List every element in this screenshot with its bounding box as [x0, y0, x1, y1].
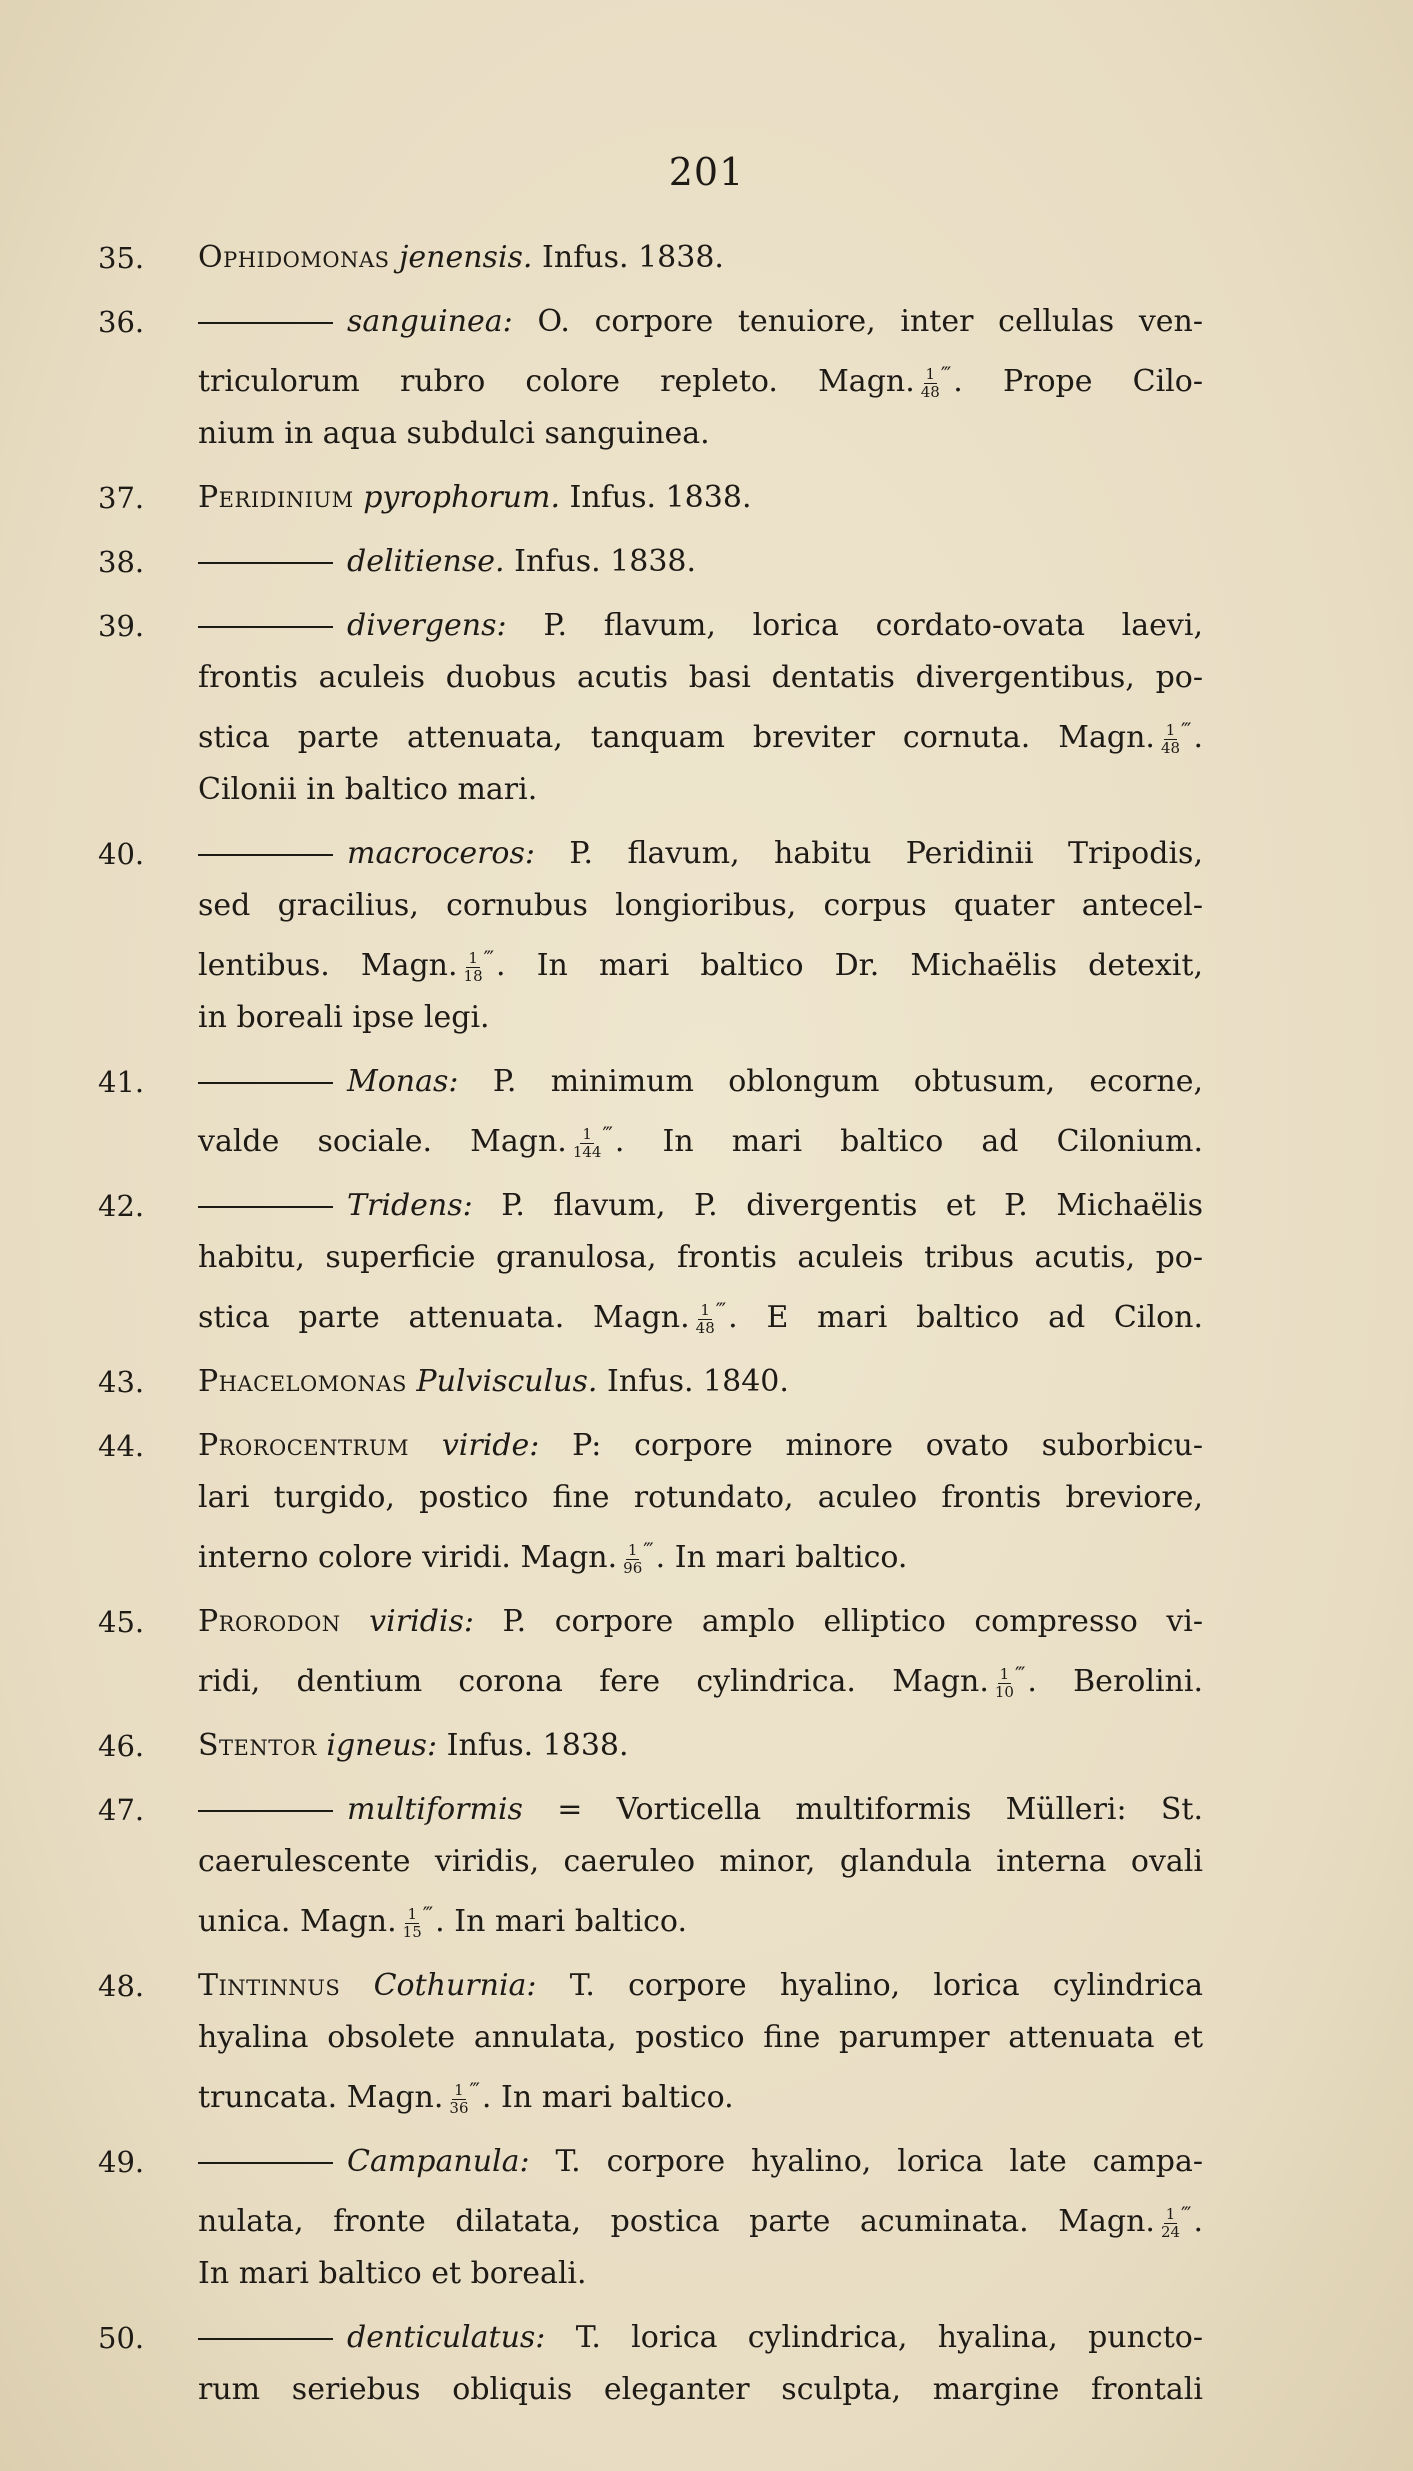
entry-line	[198, 232, 1203, 284]
entry-line: caerulescente viridis, caeruleo minor, glandula interna ovali	[198, 1844, 1203, 1879]
entry-line	[198, 1596, 1203, 1648]
entry-number: 36.	[98, 305, 145, 339]
entry-line: ridi, dentium corona fere cylindrica. Magn. $\frac{1}{10}$ ‴. Berolini.	[198, 1662, 1203, 1701]
species-name: viridis:	[369, 1604, 474, 1639]
entry-line: truncata. Magn. $\frac{1}{36}$ ‴. In mari baltico.	[198, 2078, 734, 2117]
entry-line: valde sociale. Magn. $\frac{1}{144}$ ‴. In mari baltico ad Cilonium.	[198, 1122, 1203, 1161]
entry-line	[198, 1420, 1203, 1472]
species-name: sanguinea:	[347, 304, 513, 339]
species-name: pyrophorum.	[363, 480, 560, 515]
entry-number: 44.	[98, 1429, 145, 1463]
species-name: macroceros:	[347, 836, 535, 871]
entry-number: 35.	[98, 241, 145, 275]
entry-line: nium in aqua subdulci sanguinea.	[198, 416, 710, 451]
entry-text: triculorum rubro colore repleto. Magn.	[198, 364, 915, 399]
entry-text: T. corpore hyalino, lorica cylindrica	[569, 1968, 1203, 2003]
entry-number: 49.	[98, 2145, 145, 2179]
entry-50	[98, 2312, 1203, 2416]
entry-40	[98, 828, 1203, 1044]
ditto-dash	[198, 2338, 333, 2340]
magnification-fraction: $\frac{1}{24}$	[1160, 2204, 1181, 2241]
entry-39	[98, 600, 1203, 816]
genus-name: Ophidomonas	[198, 240, 390, 275]
entry-line: In mari baltico et boreali.	[198, 2256, 587, 2291]
species-name: Campanula:	[347, 2144, 530, 2179]
entry-text: O. corpore tenuiore, inter cellulas ven-	[537, 304, 1203, 339]
entry-number: 40.	[98, 837, 145, 871]
magnification-fraction: $\frac{1}{144}$	[572, 1124, 602, 1161]
entry-number: 39.	[98, 609, 145, 643]
entry-line: in boreali ipse legi.	[198, 1000, 490, 1035]
entry-text: = Vorticella multiformis Mülleri: St.	[557, 1792, 1203, 1827]
magnification-fraction: $\frac{1}{48}$	[920, 364, 940, 401]
magnification-fraction: $\frac{1}{96}$	[623, 1540, 643, 1577]
entry-text: In mari baltico.	[674, 1540, 908, 1575]
entry-number: 45.	[98, 1605, 145, 1639]
entry-line: frontis aculeis duobus acutis basi dentatis divergentibus, po-	[198, 660, 1203, 695]
magnification-fraction: $\frac{1}{48}$	[695, 1300, 715, 1337]
entry-48	[98, 1960, 1203, 2124]
entry-44	[98, 1420, 1203, 1584]
species-name: Cothurnia:	[373, 1968, 537, 2003]
species-name: viride:	[441, 1428, 540, 1463]
entry-text: In mari baltico Dr. Michaëlis detexit,	[536, 948, 1203, 983]
entry-text: In mari baltico.	[454, 1904, 687, 1939]
entry-line: unica. Magn. $\frac{1}{15}$ ‴. In mari baltico.	[198, 1902, 687, 1941]
entry-line: sed gracilius, cornubus longioribus, corpus quater antecel-	[198, 888, 1203, 923]
entry-list	[98, 232, 1203, 2428]
entry-line: rum seriebus obliquis eleganter sculpta, margine frontali	[198, 2372, 1203, 2407]
ditto-dash	[198, 1082, 333, 1084]
entry-line: nulata, fronte dilatata, postica parte acuminata. Magn. $\frac{1}{24}$ ‴.	[198, 2202, 1203, 2241]
entry-text: P. corpore amplo elliptico compresso vi-	[502, 1604, 1204, 1639]
entry-number: 37.	[98, 481, 145, 515]
entry-number: 38.	[98, 545, 145, 579]
species-name: denticulatus:	[347, 2320, 546, 2355]
entry-line: habitu, superficie granulosa, frontis aculeis tribus acutis, po-	[198, 1240, 1203, 1275]
entry-line	[198, 1180, 1203, 1232]
entry-text: Infus. 1838.	[514, 544, 697, 579]
entry-number: 46.	[98, 1729, 145, 1763]
entry-text: ridi, dentium corona fere cylindrica. Magn.	[198, 1664, 989, 1699]
entry-line	[198, 296, 1203, 348]
magnification-fraction: $\frac{1}{18}$	[463, 948, 483, 985]
ditto-dash	[198, 1206, 333, 1208]
entry-text: Infus. 1840.	[606, 1364, 789, 1399]
entry-text: Berolini.	[1073, 1664, 1203, 1699]
entry-text: In mari baltico ad Cilonium.	[662, 1124, 1203, 1159]
entry-number: 50.	[98, 2321, 145, 2355]
entry-text: P: corpore minore ovato suborbicu-	[572, 1428, 1203, 1463]
genus-name: Peridinium	[198, 480, 354, 515]
entry-line: interno colore viridi. Magn. $\frac{1}{96}$ ‴. In mari baltico.	[198, 1538, 908, 1577]
entry-text: T. corpore hyalino, lorica late campa-	[555, 2144, 1203, 2179]
entry-text: Infus. 1838.	[569, 480, 752, 515]
magnification-fraction: $\frac{1}{10}$	[994, 1664, 1014, 1701]
entry-line: hyalina obsolete annulata, postico fine parumper attenuata et	[198, 2020, 1203, 2055]
species-name: jenensis.	[399, 240, 533, 275]
entry-49	[98, 2136, 1203, 2300]
genus-name: Prorodon	[198, 1604, 341, 1639]
entry-text: unica. Magn.	[198, 1904, 397, 1939]
genus-name: Prorocentrum	[198, 1428, 410, 1463]
species-name: delitiense.	[347, 544, 505, 579]
entry-text: In mari baltico.	[501, 2080, 734, 2115]
entry-line: lentibus. Magn. $\frac{1}{18}$ ‴. In mari baltico Dr. Michaëlis detexit,	[198, 946, 1203, 985]
entry-number: 43.	[98, 1365, 145, 1399]
entry-text: P. flavum, lorica cordato-ovata laevi,	[543, 608, 1203, 643]
entry-37	[98, 472, 1203, 524]
entry-text: P. flavum, habitu Peridinii Tripodis,	[569, 836, 1203, 871]
entry-line: lari turgido, postico fine rotundato, aculeo frontis breviore,	[198, 1480, 1203, 1515]
species-name: divergens:	[347, 608, 507, 643]
entry-number: 41.	[98, 1065, 145, 1099]
species-name: Tridens:	[347, 1188, 473, 1223]
entry-line	[198, 536, 1203, 588]
magnification-fraction: $\frac{1}{48}$	[1160, 720, 1181, 757]
entry-line: stica parte attenuata, tanquam breviter cornuta. Magn. $\frac{1}{48}$ ‴.	[198, 718, 1203, 757]
entry-line	[198, 2312, 1203, 2364]
species-name: igneus:	[326, 1728, 438, 1763]
entry-text: Infus. 1838.	[542, 240, 724, 275]
entry-35	[98, 232, 1203, 284]
entry-line: stica parte attenuata. Magn. $\frac{1}{48}$ ‴. E mari baltico ad Cilon.	[198, 1298, 1203, 1337]
entry-line	[198, 472, 1203, 524]
entry-line	[198, 2136, 1203, 2188]
entry-line	[198, 1356, 1203, 1408]
entry-text: Infus. 1838.	[446, 1728, 629, 1763]
ditto-dash	[198, 626, 333, 628]
entry-text: T. lorica cylindrica, hyalina, puncto-	[575, 2320, 1203, 2355]
entry-text: P. flavum, P. divergentis et P. Michaëlis	[501, 1188, 1203, 1223]
species-name: Monas:	[347, 1064, 459, 1099]
entry-line: triculorum rubro colore repleto. Magn. $\frac{1}{48}$ ‴. Prope Cilo-	[198, 362, 1203, 401]
entry-text: nulata, fronte dilatata, postica parte acuminata. Magn.	[198, 2204, 1155, 2239]
ditto-dash	[198, 1810, 333, 1812]
ditto-dash	[198, 2162, 333, 2164]
entry-38	[98, 536, 1203, 588]
entry-text: interno colore viridi. Magn.	[198, 1540, 618, 1575]
entry-47	[98, 1784, 1203, 1948]
entry-36	[98, 296, 1203, 460]
entry-line	[198, 1960, 1203, 2012]
entry-text: truncata. Magn.	[198, 2080, 444, 2115]
species-name: Pulvisculus.	[416, 1364, 598, 1399]
genus-name: Tintinnus	[198, 1968, 341, 2003]
entry-41	[98, 1056, 1203, 1168]
entry-line: Cilonii in baltico mari.	[198, 772, 538, 807]
entry-line	[198, 1720, 1203, 1772]
entry-line	[198, 1056, 1203, 1108]
ditto-dash	[198, 322, 333, 324]
entry-text: valde sociale. Magn.	[198, 1124, 567, 1159]
magnification-fraction: $\frac{1}{36}$	[449, 2080, 469, 2117]
entry-45	[98, 1596, 1203, 1708]
ditto-dash	[198, 854, 333, 856]
entry-text: lentibus. Magn.	[198, 948, 458, 983]
entry-number: 48.	[98, 1969, 145, 2003]
entry-text: P. minimum oblongum obtusum, ecorne,	[492, 1064, 1203, 1099]
entry-text: stica parte attenuata, tanquam breviter cornuta. Magn.	[198, 720, 1155, 755]
magnification-fraction: $\frac{1}{15}$	[402, 1904, 422, 1941]
entry-42	[98, 1180, 1203, 1344]
genus-name: Phacelomonas	[198, 1364, 407, 1399]
entry-line	[198, 600, 1203, 652]
entry-number: 47.	[98, 1793, 145, 1827]
entry-43	[98, 1356, 1203, 1408]
entry-number: 42.	[98, 1189, 145, 1223]
species-name: multiformis	[347, 1792, 523, 1827]
ditto-dash	[198, 562, 333, 564]
entry-line	[198, 1784, 1203, 1836]
genus-name: Stentor	[198, 1728, 317, 1763]
entry-line	[198, 828, 1203, 880]
entry-text: stica parte attenuata. Magn.	[198, 1300, 690, 1335]
entry-46	[98, 1720, 1203, 1772]
entry-text: Prope Cilo-	[1002, 364, 1203, 399]
page-number: 201	[668, 150, 745, 194]
entry-text: E mari baltico ad Cilon.	[766, 1300, 1203, 1335]
